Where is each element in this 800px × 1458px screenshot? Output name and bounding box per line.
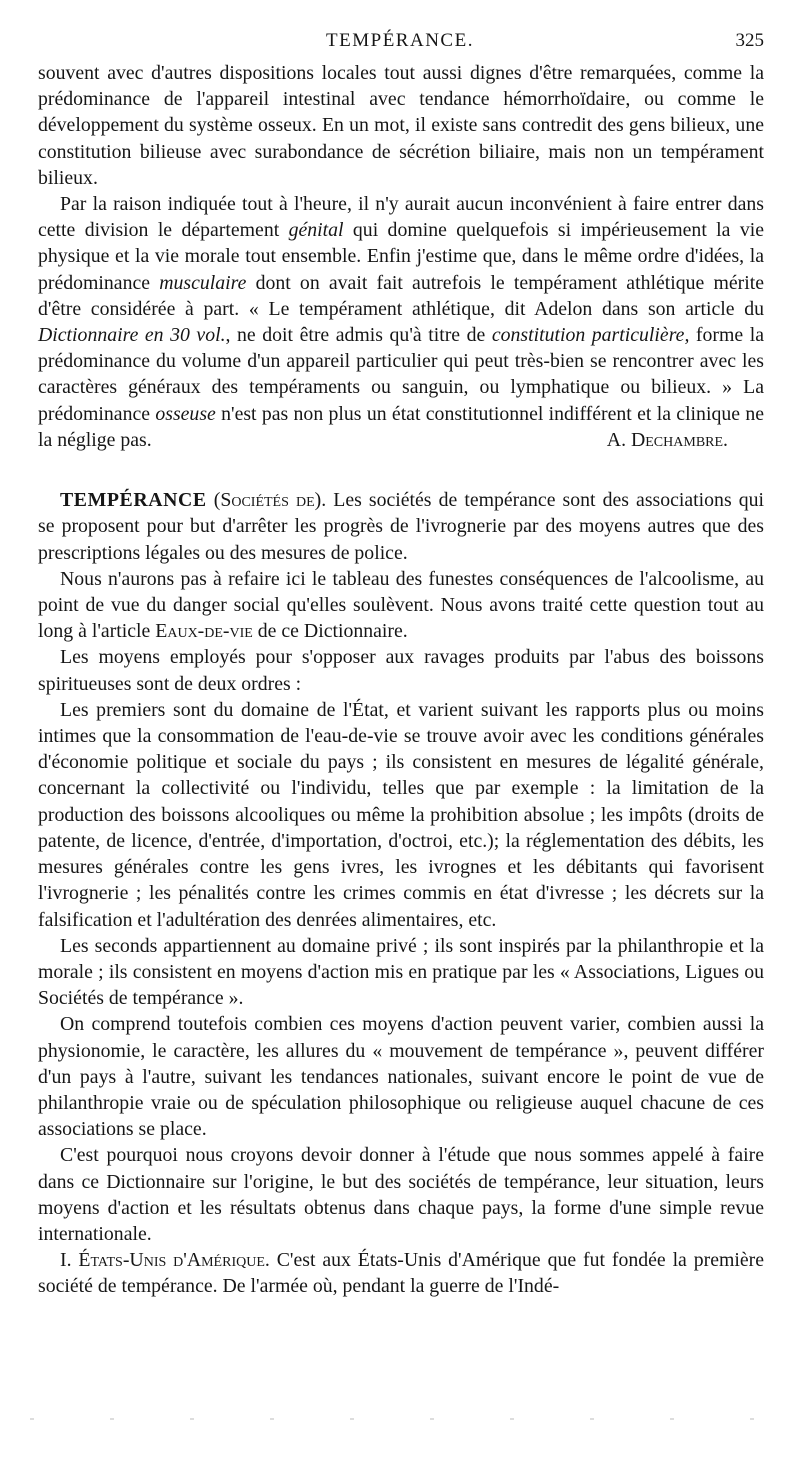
text-run: C'est pourquoi nous croyons devoir donner à l'étude que nous sommes appelé à faire dans ce Dictionnaire sur l'origine, le but des sociétés de tempérance, leur situation, leurs moyens d'action et les résultats obtenus dans chaque pays, la forme d'une simple revue internationale. [38, 1144, 764, 1245]
text-run: qui domine quelquefois si impérieusement la vie physique et la vie morale tout ensemble. Enfin j'estime que, dans le même ordre d'idées, la prédominance [38, 219, 764, 294]
italic-term: génital [288, 219, 344, 242]
text-run: de ce Dictionnaire. [252, 620, 408, 643]
italic-term: musculaire [159, 271, 247, 294]
text-run: C'est aux États-Unis d'Amérique que fut fondée la première société de tempérance. De l'armée où, pendant la guerre de l'Indé- [38, 1249, 765, 1298]
text-run: Nous n'aurons pas à refaire ici le tableau des funestes conséquences de l'alcoolisme, au point de vue du danger social qu'elles soulèvent. Nous avons traité cette question tout au long à l'article [38, 567, 764, 643]
text-run: , ne doit être admis qu'à titre de [225, 324, 492, 347]
text-run: Les moyens employés pour s'opposer aux ravages produits par l'abus des boissons spiritueuses sont de deux ordres : [38, 646, 764, 695]
paragraph-alcoolisme [38, 566, 764, 645]
paragraph-moyens [38, 644, 764, 696]
text-run: dont on avait fait autrefois le tempérament athlétique mérite d'être considérée à part. « Le tempérament athlétique, dit Adelon dans son article du [38, 271, 764, 320]
article-heading-paragraph [38, 487, 764, 566]
text-run: n'est pas non plus un état constitutionnel indifférent et la clinique ne la néglige pas. [38, 402, 764, 451]
paragraph-pourquoi [38, 1142, 764, 1247]
text-run: Les sociétés de tempérance sont des associations qui se proposent pour but d'arrêter les progrès de l'ivrognerie par des moyens autres que des prescriptions légales ou des mesures de police. [38, 489, 764, 564]
italic-term: Dictionnaire en 30 vol. [38, 324, 226, 347]
section-title: États-Unis d'Amérique. [78, 1249, 270, 1272]
running-head: TEMPÉRANCE. [326, 30, 474, 51]
italic-term: constitution particulière, [491, 324, 690, 347]
paragraph-seconds [38, 933, 764, 1012]
text-run: forme la prédominance du volume d'un appareil particulier qui peut très-bien se rencontrer avec les caractères généraux des tempéraments ou sanguin, ou lymphatique ou bilieux. » La prédominance [38, 324, 764, 425]
article-headword: TEMPÉRANCE [60, 489, 207, 512]
body-text [38, 60, 764, 1300]
text-run: souvent avec d'autres dispositions locales tout aussi dignes d'être remarquées, comme la prédominance de l'appareil intestinal avec tendance hémorrhoïdaire, ou comme le développement du système osseux. En un mot, il existe sans contredit des gens bilieux, une constitution bilieuse avec surabondance de sécrétion biliaire, mais non un tempérament bilieux. [38, 62, 764, 189]
italic-term: osseuse [155, 402, 216, 425]
text-run: Par la raison indiquée tout à l'heure, il n'y aurait aucun inconvénient à faire entrer dans cette division le département [38, 193, 764, 242]
text-run: On comprend toutefois combien ces moyens d'action peuvent varier, combien aussi la physionomie, le caractère, les allures du « mouvement de tempérance », peuvent différer d'un pays à l'autre, suivant les tendances nationales, suivant encore le point de vue de philanthropie vraie ou de spéculation philosophique ou religieuse auquel chacune de ces associations se place. [38, 1013, 764, 1141]
author-signature: A. Dechambre. [606, 429, 728, 452]
page-header [30, 30, 770, 56]
paragraph-comprend [38, 1011, 764, 1142]
paragraph-premiers [38, 697, 764, 933]
paragraph-continuation [38, 60, 764, 191]
paragraph-etats-unis [38, 1247, 764, 1299]
page-number: 325 [735, 30, 764, 51]
section-numeral: I. [60, 1249, 79, 1272]
cross-reference: Eaux-de-vie [155, 620, 253, 643]
article-subtitle: (Sociétés de). [213, 489, 327, 512]
scan-artifact [30, 1418, 770, 1420]
paragraph-temperament [38, 191, 764, 453]
text-run: Les seconds appartiennent au domaine privé ; ils sont inspirés par la philanthropie et la morale ; ils consistent en moyens d'action mis en pratique par les « Associations, Ligues ou Sociétés de tempérance ». [38, 934, 764, 1010]
text-run: Les premiers sont du domaine de l'État, et varient suivant les rapports plus ou moins intimes que la consommation de l'eau-de-vie se trouve avoir avec les conditions générales d'économie politique et sociale du pays ; ils consistent en mesures de légalité générale, concernant la collectivité ou l'individu, telles que par exemple : la limitation de la production des boissons alcooliques ou même la prohibition absolue ; les impôts (droits de patente, de licence, d'entrée, d'importation, d'octroi, etc.); la réglementation des débits, les mesures générales contre les gens ivres, les ivrognes et les débitants qui favorisent l'ivrognerie ; les pénalités contre les crimes commis en état d'ivresse ; les décrets sur la falsification et l'adultération des denrées alimentaires, etc. [38, 698, 764, 931]
